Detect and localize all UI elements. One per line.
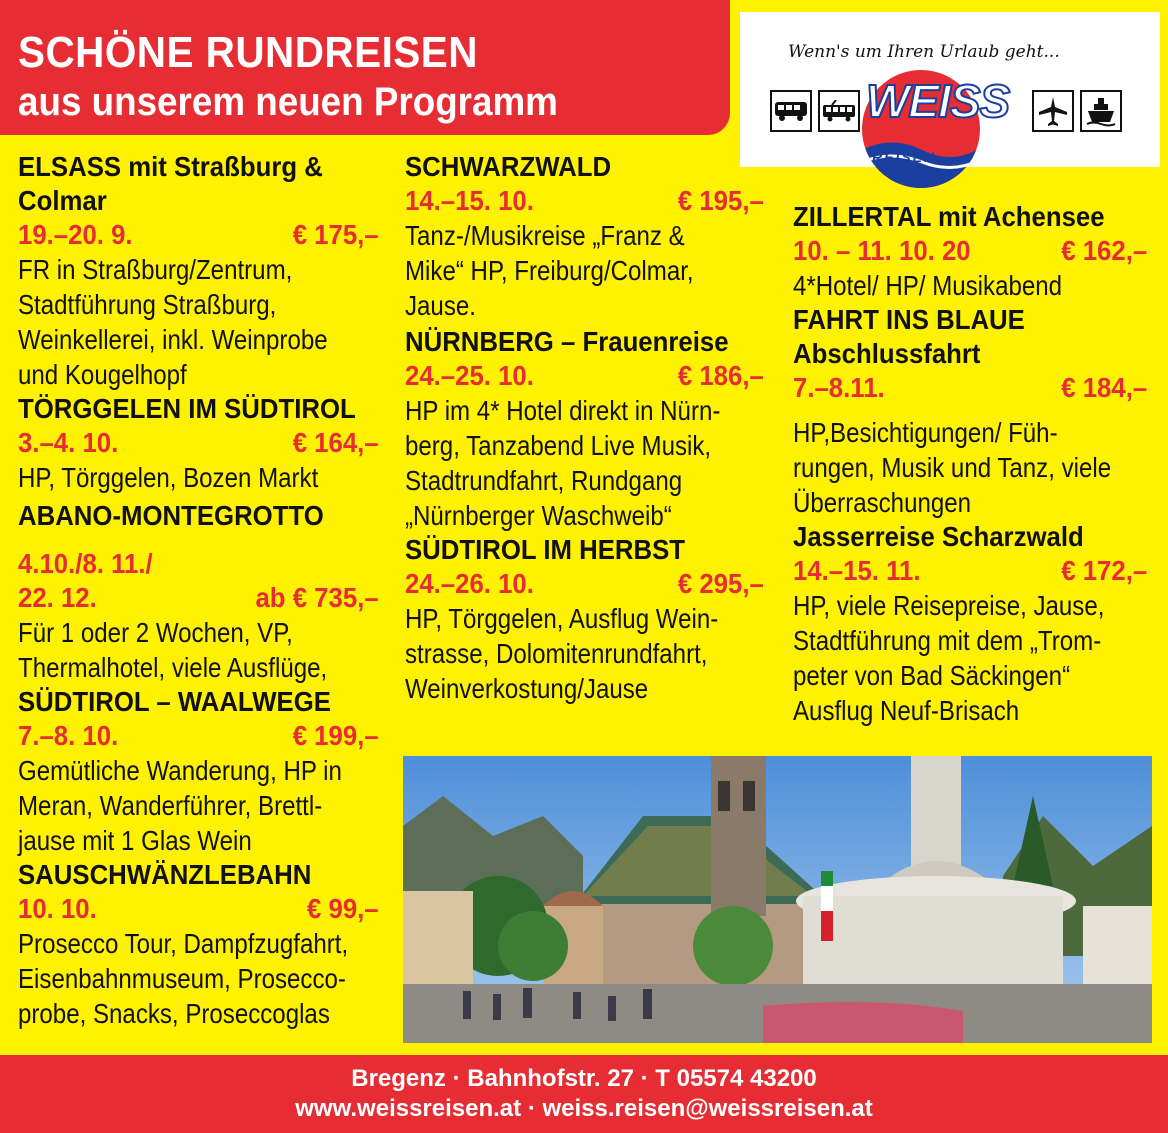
- trip-desc: rungen, Musik und Tanz, viele: [793, 452, 1112, 483]
- trip-price: € 164,–: [292, 427, 379, 458]
- trip-title: Abschlussfahrt: [793, 338, 981, 369]
- trip-desc: berg, Tanzabend Live Musik,: [405, 430, 712, 461]
- column-1: [18, 150, 380, 1031]
- trip-desc: Weinkellerei, inkl. Weinprobe: [18, 324, 328, 355]
- trip-title: SÜDTIROL – WAALWEGE: [18, 686, 331, 717]
- trip-desc: 4*Hotel/ HP/ Musikabend: [793, 270, 1063, 301]
- trip-desc: Stadtrundfahrt, Rundgang: [405, 465, 683, 496]
- trip-date: 3.–4. 10.: [18, 427, 119, 458]
- trip-desc: Prosecco Tour, Dampfzugfahrt,: [18, 928, 349, 959]
- trip-date: 7.–8.11.: [793, 372, 885, 403]
- page-title: SCHÖNE RUNDREISEN: [18, 28, 478, 77]
- trip-date: 10. 10.: [18, 893, 97, 924]
- trip-desc: Thermalhotel, viele Ausflüge,: [18, 652, 328, 683]
- trip-price: € 162,–: [1061, 235, 1148, 266]
- trip-price-row: [18, 218, 379, 252]
- footer-address: Bregenz · Bahnhofstr. 27 · T 05574 43200: [351, 1065, 817, 1092]
- trip-title: ABANO-MONTEGROTTO: [18, 500, 324, 531]
- trip-desc: HP, viele Reisepreise, Jause,: [793, 590, 1105, 621]
- trip-title: SAUSCHWÄNZLEBAHN: [18, 859, 312, 890]
- trip-price-row: [18, 719, 379, 753]
- trip-desc: Jause.: [405, 290, 476, 321]
- trip-price: € 172,–: [1061, 555, 1148, 586]
- trip-date: 10. – 11. 10. 20: [793, 235, 971, 266]
- trip-title: SCHWARZWALD: [405, 151, 612, 182]
- trip-title: ZILLERTAL mit Achensee: [793, 201, 1105, 232]
- trip-title: Jasserreise Scharzwald: [793, 521, 1084, 552]
- logo-area: [740, 12, 1160, 167]
- trip-desc: Eisenbahnmuseum, Prosecco-: [18, 963, 346, 994]
- trip-price: € 199,–: [292, 720, 379, 751]
- trip-date: 22. 12.: [18, 582, 97, 613]
- trip-price-row: [18, 581, 379, 615]
- trip-desc: Stadtführung Straßburg,: [18, 289, 277, 320]
- trip-desc: peter von Bad Säckingen“: [793, 660, 1071, 691]
- trip-price: € 184,–: [1061, 372, 1148, 403]
- trip-price: € 175,–: [292, 219, 379, 250]
- brand-logo: WEISS: [866, 75, 1010, 127]
- trip-date: 14.–15. 10.: [405, 185, 534, 216]
- trip-price-row: [405, 359, 764, 393]
- trip-title: NÜRNBERG – Frauenreise: [405, 326, 729, 357]
- column-3: [793, 200, 1153, 728]
- trip-desc: Ausflug Neuf-Brisach: [793, 695, 1020, 726]
- trip-desc: strasse, Dolomitenrundfahrt,: [405, 638, 708, 669]
- trip-price: € 186,–: [677, 360, 764, 391]
- page-subtitle: aus unserem neuen Programm: [18, 80, 558, 124]
- trip-price-row: [405, 184, 764, 218]
- trip-price-row: [405, 567, 764, 601]
- trip-price: € 99,–: [307, 893, 379, 924]
- trip-desc: HP, Törggelen, Bozen Markt: [18, 462, 319, 493]
- trip-title: TÖRGGELEN IM SÜDTIROL: [18, 393, 356, 424]
- trip-price-row: [793, 234, 1147, 268]
- footer-contact: [0, 1055, 1168, 1133]
- trip-desc: Gemütliche Wanderung, HP in: [18, 755, 342, 786]
- trip-desc: Mike“ HP, Freiburg/Colmar,: [405, 255, 694, 286]
- trip-desc: Weinverkostung/Jause: [405, 673, 649, 704]
- trip-price-row: [793, 371, 1147, 405]
- header-banner: [0, 0, 730, 135]
- trip-price-row: [18, 426, 379, 460]
- coach-icon: [818, 90, 860, 132]
- trip-desc: HP, Törggelen, Ausflug Wein-: [405, 603, 719, 634]
- trip-desc: Überraschungen: [793, 487, 972, 518]
- trip-date: 7.–8. 10.: [18, 720, 119, 751]
- trip-desc: probe, Snacks, Proseccoglas: [18, 998, 330, 1029]
- trip-desc: HP im 4* Hotel direkt in Nürn-: [405, 395, 721, 426]
- brand-sub: REISEN: [872, 149, 937, 165]
- trip-desc: jause mit 1 Glas Wein: [18, 825, 252, 856]
- trip-date: 4.10./8. 11./: [18, 548, 153, 579]
- trip-date: 19.–20. 9.: [18, 219, 133, 250]
- trip-desc: FR in Straßburg/Zentrum,: [18, 254, 293, 285]
- trip-desc: Tanz-/Musikreise „Franz &: [405, 220, 685, 251]
- trip-desc: Für 1 oder 2 Wochen, VP,: [18, 617, 293, 648]
- trip-title: Colmar: [18, 185, 107, 216]
- trip-price-row: [793, 554, 1147, 588]
- trip-title: ELSASS mit Straßburg &: [18, 151, 323, 182]
- plane-icon: [1032, 90, 1074, 132]
- bus-icon: [770, 90, 812, 132]
- ship-icon: [1080, 90, 1122, 132]
- slogan: Wenn's um Ihren Urlaub geht...: [788, 42, 1060, 62]
- column-2: [405, 150, 765, 706]
- trip-date: 24.–25. 10.: [405, 360, 534, 391]
- trip-desc: „Nürnberger Waschweib“: [405, 500, 672, 531]
- trip-date: 14.–15. 11.: [793, 555, 921, 586]
- trip-price-row: [18, 892, 379, 926]
- city-photo: [403, 756, 1152, 1043]
- trip-date: 24.–26. 10.: [405, 568, 534, 599]
- trip-price: € 195,–: [677, 185, 764, 216]
- trip-desc: Meran, Wanderführer, Brettl-: [18, 790, 323, 821]
- trip-desc: und Kougelhopf: [18, 359, 187, 390]
- footer-web-email[interactable]: www.weissreisen.at · weiss.reisen@weissreisen.at: [295, 1095, 873, 1122]
- trip-price: € 295,–: [677, 568, 764, 599]
- trip-desc: Stadtführung mit dem „Trom-: [793, 625, 1102, 656]
- trip-desc: HP,Besichtigungen/ Füh-: [793, 417, 1058, 448]
- trip-title: SÜDTIROL IM HERBST: [405, 534, 686, 565]
- trip-price: ab € 735,–: [255, 582, 379, 613]
- trip-title: FAHRT INS BLAUE: [793, 304, 1025, 335]
